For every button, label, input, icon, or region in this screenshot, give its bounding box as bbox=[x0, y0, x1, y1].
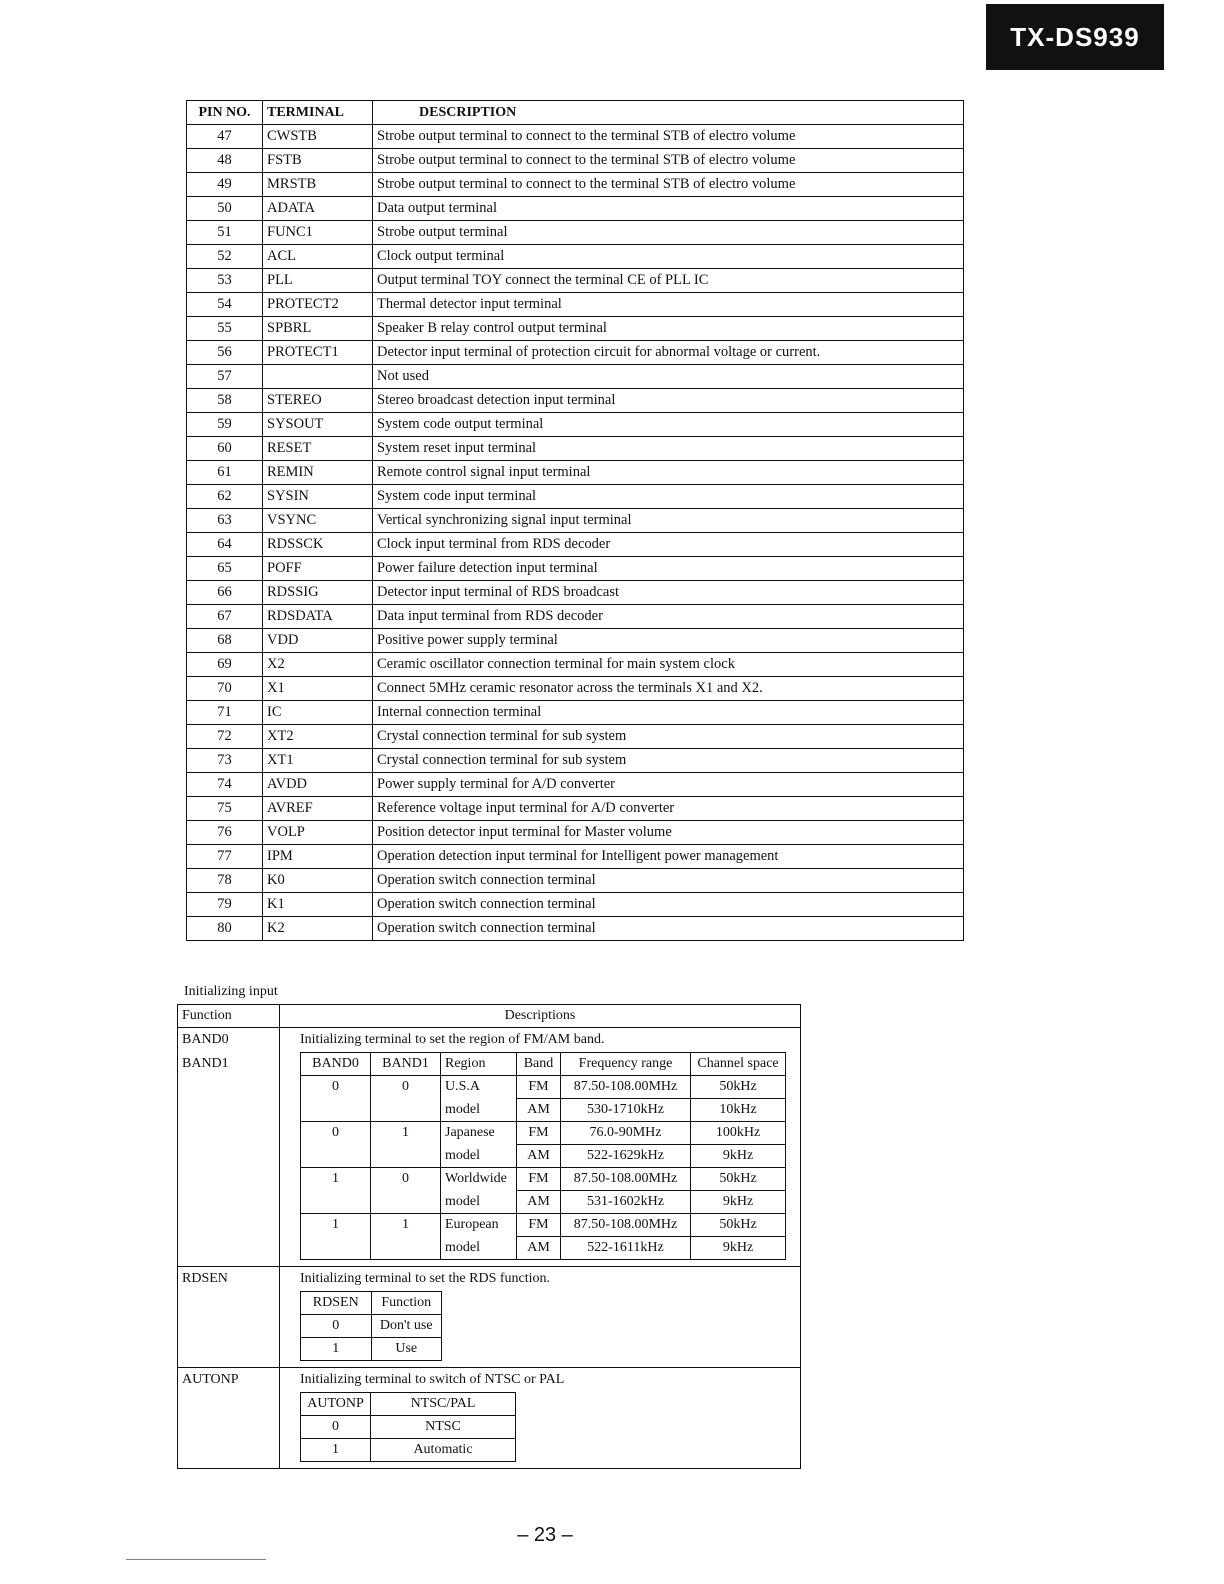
description-cell: Vertical synchronizing signal input terminal bbox=[373, 509, 964, 533]
terminal-cell: K2 bbox=[263, 917, 373, 941]
pin-number-cell: 62 bbox=[187, 485, 263, 509]
pin-number-cell: 69 bbox=[187, 653, 263, 677]
region-cell: Japanese bbox=[441, 1122, 517, 1145]
autonp-section bbox=[178, 1368, 801, 1469]
band-intro: Initializing terminal to set the region of FM/AM band. bbox=[300, 1032, 605, 1047]
band0-value bbox=[301, 1191, 371, 1214]
band-cell: AM bbox=[517, 1237, 561, 1260]
band1-value bbox=[371, 1099, 441, 1122]
terminal-cell: IC bbox=[263, 701, 373, 725]
pin-number-cell: 58 bbox=[187, 389, 263, 413]
description-cell: Strobe output terminal bbox=[373, 221, 964, 245]
frequency-cell: 531-1602kHz bbox=[561, 1191, 691, 1214]
pin-number-cell: 48 bbox=[187, 149, 263, 173]
table-row bbox=[301, 1122, 786, 1145]
description-cell: Not used bbox=[373, 365, 964, 389]
pin-number-cell: 56 bbox=[187, 341, 263, 365]
description-cell: Data output terminal bbox=[373, 197, 964, 221]
band0-value: 0 bbox=[301, 1076, 371, 1099]
pin-number-cell: 61 bbox=[187, 461, 263, 485]
table-row bbox=[301, 1338, 442, 1361]
pin-number-cell: 64 bbox=[187, 533, 263, 557]
description-cell: Connect 5MHz ceramic resonator across the terminals X1 and X2. bbox=[373, 677, 964, 701]
table-row bbox=[301, 1099, 786, 1122]
terminal-cell: SYSIN bbox=[263, 485, 373, 509]
table-row bbox=[301, 1145, 786, 1168]
col-band1: BAND1 bbox=[371, 1053, 441, 1076]
terminal-cell: AVREF bbox=[263, 797, 373, 821]
description-cell: System code input terminal bbox=[373, 485, 964, 509]
region-cell: model bbox=[441, 1145, 517, 1168]
table-row bbox=[187, 485, 964, 509]
terminal-cell: VSYNC bbox=[263, 509, 373, 533]
frequency-cell: 522-1611kHz bbox=[561, 1237, 691, 1260]
band0-value bbox=[301, 1237, 371, 1260]
col-band0: BAND0 bbox=[301, 1053, 371, 1076]
pin-number-cell: 68 bbox=[187, 629, 263, 653]
band1-value bbox=[371, 1145, 441, 1168]
band-cell: FM bbox=[517, 1076, 561, 1099]
col-channel-space: Channel space bbox=[691, 1053, 786, 1076]
band0-value bbox=[301, 1145, 371, 1168]
band-region-table bbox=[300, 1052, 786, 1260]
table-row bbox=[301, 1191, 786, 1214]
table-row bbox=[187, 437, 964, 461]
region-cell: model bbox=[441, 1237, 517, 1260]
table-row bbox=[187, 629, 964, 653]
pin-number-cell: 50 bbox=[187, 197, 263, 221]
table-row bbox=[187, 221, 964, 245]
description-cell: Operation switch connection terminal bbox=[373, 869, 964, 893]
table-row bbox=[187, 293, 964, 317]
table-row bbox=[301, 1315, 442, 1338]
autonp-mode-value: Automatic bbox=[371, 1439, 516, 1462]
terminal-cell: ACL bbox=[263, 245, 373, 269]
table-row bbox=[187, 845, 964, 869]
description-cell: Crystal connection terminal for sub system bbox=[373, 749, 964, 773]
terminal-cell: XT1 bbox=[263, 749, 373, 773]
table-row bbox=[187, 509, 964, 533]
description-cell: Strobe output terminal to connect to the terminal STB of electro volume bbox=[373, 125, 964, 149]
description-cell: Power supply terminal for A/D converter bbox=[373, 773, 964, 797]
table-row bbox=[187, 341, 964, 365]
pin-number-cell: 73 bbox=[187, 749, 263, 773]
pin-number-cell: 51 bbox=[187, 221, 263, 245]
table-row bbox=[187, 389, 964, 413]
rdsen-section bbox=[178, 1267, 801, 1368]
frequency-cell: 522-1629kHz bbox=[561, 1145, 691, 1168]
table-row bbox=[187, 773, 964, 797]
rdsen-intro: Initializing terminal to set the RDS function. bbox=[300, 1271, 551, 1286]
frequency-cell: 530-1710kHz bbox=[561, 1099, 691, 1122]
col-terminal: TERMINAL bbox=[263, 101, 373, 125]
pin-table-header bbox=[187, 101, 964, 125]
pin-number-cell: 65 bbox=[187, 557, 263, 581]
terminal-cell: VOLP bbox=[263, 821, 373, 845]
table-row bbox=[187, 557, 964, 581]
table-row bbox=[187, 821, 964, 845]
description-cell: Positive power supply terminal bbox=[373, 629, 964, 653]
description-cell: Data input terminal from RDS decoder bbox=[373, 605, 964, 629]
table-row bbox=[187, 917, 964, 941]
table-row bbox=[301, 1168, 786, 1191]
autonp-table-header bbox=[301, 1393, 516, 1416]
description-cell: Ceramic oscillator connection terminal for main system clock bbox=[373, 653, 964, 677]
pin-number-cell: 72 bbox=[187, 725, 263, 749]
frequency-cell: 87.50-108.00MHz bbox=[561, 1168, 691, 1191]
description-cell: System reset input terminal bbox=[373, 437, 964, 461]
channel-space-cell: 9kHz bbox=[691, 1191, 786, 1214]
description-cell: Operation switch connection terminal bbox=[373, 917, 964, 941]
description-cell: Power failure detection input terminal bbox=[373, 557, 964, 581]
table-row bbox=[187, 677, 964, 701]
band1-value: 0 bbox=[371, 1168, 441, 1191]
description-cell: System code output terminal bbox=[373, 413, 964, 437]
band1-name: BAND1 bbox=[182, 1056, 229, 1071]
pin-number-cell: 54 bbox=[187, 293, 263, 317]
col-pin-no: PIN NO. bbox=[187, 101, 263, 125]
terminal-cell: SPBRL bbox=[263, 317, 373, 341]
terminal-cell: PROTECT2 bbox=[263, 293, 373, 317]
description-cell: Strobe output terminal to connect to the terminal STB of electro volume bbox=[373, 149, 964, 173]
channel-space-cell: 50kHz bbox=[691, 1168, 786, 1191]
description-cell: Strobe output terminal to connect to the terminal STB of electro volume bbox=[373, 173, 964, 197]
table-row bbox=[187, 125, 964, 149]
terminal-cell: MRSTB bbox=[263, 173, 373, 197]
channel-space-cell: 50kHz bbox=[691, 1214, 786, 1237]
pin-number-cell: 63 bbox=[187, 509, 263, 533]
autonp-value: 1 bbox=[301, 1439, 371, 1462]
table-row bbox=[301, 1416, 516, 1439]
col-ntsc-pal: NTSC/PAL bbox=[371, 1393, 516, 1416]
table-row bbox=[187, 173, 964, 197]
model-badge: TX-DS939 bbox=[986, 4, 1164, 70]
table-row bbox=[187, 749, 964, 773]
description-cell: Speaker B relay control output terminal bbox=[373, 317, 964, 341]
autonp-name: AUTONP bbox=[182, 1372, 239, 1387]
terminal-cell: RDSSIG bbox=[263, 581, 373, 605]
description-cell: Detector input terminal of protection circuit for abnormal voltage or current. bbox=[373, 341, 964, 365]
pin-description-table bbox=[186, 100, 964, 941]
terminal-cell: STEREO bbox=[263, 389, 373, 413]
band0-value: 0 bbox=[301, 1122, 371, 1145]
band0-value: 1 bbox=[301, 1168, 371, 1191]
pin-number-cell: 79 bbox=[187, 893, 263, 917]
description-cell: Clock input terminal from RDS decoder bbox=[373, 533, 964, 557]
band-section bbox=[178, 1028, 801, 1267]
description-cell: Reference voltage input terminal for A/D converter bbox=[373, 797, 964, 821]
init-table-header bbox=[178, 1005, 801, 1028]
col-frequency-range: Frequency range bbox=[561, 1053, 691, 1076]
band-description-cell bbox=[280, 1028, 801, 1267]
terminal-cell: K0 bbox=[263, 869, 373, 893]
terminal-cell: RESET bbox=[263, 437, 373, 461]
frequency-cell: 87.50-108.00MHz bbox=[561, 1214, 691, 1237]
pin-number-cell: 53 bbox=[187, 269, 263, 293]
channel-space-cell: 9kHz bbox=[691, 1145, 786, 1168]
frequency-cell: 87.50-108.00MHz bbox=[561, 1076, 691, 1099]
description-cell: Detector input terminal of RDS broadcast bbox=[373, 581, 964, 605]
rdsen-function-value: Use bbox=[371, 1338, 442, 1361]
pin-number-cell: 70 bbox=[187, 677, 263, 701]
initializing-input-table bbox=[177, 1004, 801, 1469]
band-function-cell bbox=[178, 1028, 280, 1267]
band0-value bbox=[301, 1099, 371, 1122]
table-row bbox=[187, 461, 964, 485]
pin-number-cell: 75 bbox=[187, 797, 263, 821]
autonp-description-cell bbox=[280, 1368, 801, 1469]
description-cell: Stereo broadcast detection input terminal bbox=[373, 389, 964, 413]
rdsen-value: 1 bbox=[301, 1338, 372, 1361]
col-descriptions: Descriptions bbox=[280, 1005, 801, 1028]
band0-name: BAND0 bbox=[182, 1032, 229, 1047]
description-cell: Crystal connection terminal for sub system bbox=[373, 725, 964, 749]
col-band: Band bbox=[517, 1053, 561, 1076]
band-cell: AM bbox=[517, 1145, 561, 1168]
terminal-cell: RDSDATA bbox=[263, 605, 373, 629]
channel-space-cell: 50kHz bbox=[691, 1076, 786, 1099]
table-row bbox=[301, 1237, 786, 1260]
table-row bbox=[187, 605, 964, 629]
band0-value: 1 bbox=[301, 1214, 371, 1237]
band-cell: FM bbox=[517, 1122, 561, 1145]
terminal-cell: RDSSCK bbox=[263, 533, 373, 557]
band1-value bbox=[371, 1191, 441, 1214]
col-function: Function bbox=[178, 1005, 280, 1028]
autonp-value: 0 bbox=[301, 1416, 371, 1439]
band-cell: AM bbox=[517, 1099, 561, 1122]
terminal-cell: SYSOUT bbox=[263, 413, 373, 437]
region-cell: Worldwide bbox=[441, 1168, 517, 1191]
table-row bbox=[187, 317, 964, 341]
terminal-cell: FSTB bbox=[263, 149, 373, 173]
terminal-cell: PLL bbox=[263, 269, 373, 293]
pin-number-cell: 55 bbox=[187, 317, 263, 341]
channel-space-cell: 10kHz bbox=[691, 1099, 786, 1122]
terminal-cell: K1 bbox=[263, 893, 373, 917]
pin-number-cell: 59 bbox=[187, 413, 263, 437]
description-cell: Clock output terminal bbox=[373, 245, 964, 269]
description-cell: Remote control signal input terminal bbox=[373, 461, 964, 485]
initializing-input-label: Initializing input bbox=[184, 984, 278, 999]
band-cell: AM bbox=[517, 1191, 561, 1214]
rdsen-table-header bbox=[301, 1292, 442, 1315]
table-row bbox=[187, 413, 964, 437]
pin-number-cell: 47 bbox=[187, 125, 263, 149]
table-row bbox=[187, 797, 964, 821]
col-rdsen-function: Function bbox=[371, 1292, 442, 1315]
terminal-cell: VDD bbox=[263, 629, 373, 653]
pin-number-cell: 76 bbox=[187, 821, 263, 845]
rdsen-description-cell bbox=[280, 1267, 801, 1368]
autonp-function-cell bbox=[178, 1368, 280, 1469]
description-cell: Internal connection terminal bbox=[373, 701, 964, 725]
table-row bbox=[187, 197, 964, 221]
autonp-intro: Initializing terminal to switch of NTSC or PAL bbox=[300, 1372, 565, 1387]
channel-space-cell: 9kHz bbox=[691, 1237, 786, 1260]
terminal-cell: ADATA bbox=[263, 197, 373, 221]
band-table-header bbox=[301, 1053, 786, 1076]
table-row bbox=[187, 869, 964, 893]
region-cell: model bbox=[441, 1191, 517, 1214]
table-row bbox=[187, 581, 964, 605]
table-row bbox=[301, 1439, 516, 1462]
col-description: DESCRIPTION bbox=[373, 101, 964, 125]
pin-number-cell: 52 bbox=[187, 245, 263, 269]
terminal-cell: POFF bbox=[263, 557, 373, 581]
description-cell: Position detector input terminal for Master volume bbox=[373, 821, 964, 845]
rdsen-table bbox=[300, 1291, 442, 1361]
table-row bbox=[187, 365, 964, 389]
col-autonp: AUTONP bbox=[301, 1393, 371, 1416]
terminal-cell: REMIN bbox=[263, 461, 373, 485]
table-row bbox=[187, 149, 964, 173]
terminal-cell bbox=[263, 365, 373, 389]
band1-value: 1 bbox=[371, 1214, 441, 1237]
table-row bbox=[187, 269, 964, 293]
autonp-table bbox=[300, 1392, 516, 1462]
band1-value bbox=[371, 1237, 441, 1260]
region-cell: European bbox=[441, 1214, 517, 1237]
footer-divider bbox=[126, 1559, 266, 1560]
frequency-cell: 76.0-90MHz bbox=[561, 1122, 691, 1145]
terminal-cell: X2 bbox=[263, 653, 373, 677]
pin-number-cell: 66 bbox=[187, 581, 263, 605]
terminal-cell: XT2 bbox=[263, 725, 373, 749]
pin-number-cell: 60 bbox=[187, 437, 263, 461]
description-cell: Operation switch connection terminal bbox=[373, 893, 964, 917]
pin-number-cell: 49 bbox=[187, 173, 263, 197]
rdsen-function-cell bbox=[178, 1267, 280, 1368]
pin-number-cell: 74 bbox=[187, 773, 263, 797]
description-cell: Thermal detector input terminal bbox=[373, 293, 964, 317]
pin-number-cell: 67 bbox=[187, 605, 263, 629]
description-cell: Operation detection input terminal for Intelligent power management bbox=[373, 845, 964, 869]
pin-number-cell: 71 bbox=[187, 701, 263, 725]
band1-value: 0 bbox=[371, 1076, 441, 1099]
band1-value: 1 bbox=[371, 1122, 441, 1145]
rdsen-function-value: Don't use bbox=[371, 1315, 442, 1338]
pin-number-cell: 57 bbox=[187, 365, 263, 389]
table-row bbox=[187, 653, 964, 677]
table-row bbox=[187, 725, 964, 749]
terminal-cell: PROTECT1 bbox=[263, 341, 373, 365]
terminal-cell: CWSTB bbox=[263, 125, 373, 149]
col-rdsen: RDSEN bbox=[301, 1292, 372, 1315]
table-row bbox=[301, 1214, 786, 1237]
pin-number-cell: 77 bbox=[187, 845, 263, 869]
terminal-cell: IPM bbox=[263, 845, 373, 869]
rdsen-value: 0 bbox=[301, 1315, 372, 1338]
pin-number-cell: 80 bbox=[187, 917, 263, 941]
terminal-cell: X1 bbox=[263, 677, 373, 701]
table-row bbox=[187, 245, 964, 269]
region-cell: U.S.A bbox=[441, 1076, 517, 1099]
band-cell: FM bbox=[517, 1214, 561, 1237]
description-cell: Output terminal TOY connect the terminal CE of PLL IC bbox=[373, 269, 964, 293]
table-row bbox=[187, 893, 964, 917]
region-cell: model bbox=[441, 1099, 517, 1122]
band-cell: FM bbox=[517, 1168, 561, 1191]
col-region: Region bbox=[441, 1053, 517, 1076]
page-number: – 23 – bbox=[517, 1524, 573, 1546]
terminal-cell: FUNC1 bbox=[263, 221, 373, 245]
table-row bbox=[301, 1076, 786, 1099]
channel-space-cell: 100kHz bbox=[691, 1122, 786, 1145]
pin-number-cell: 78 bbox=[187, 869, 263, 893]
table-row bbox=[187, 701, 964, 725]
terminal-cell: AVDD bbox=[263, 773, 373, 797]
table-row bbox=[187, 533, 964, 557]
autonp-mode-value: NTSC bbox=[371, 1416, 516, 1439]
rdsen-name: RDSEN bbox=[182, 1271, 228, 1286]
